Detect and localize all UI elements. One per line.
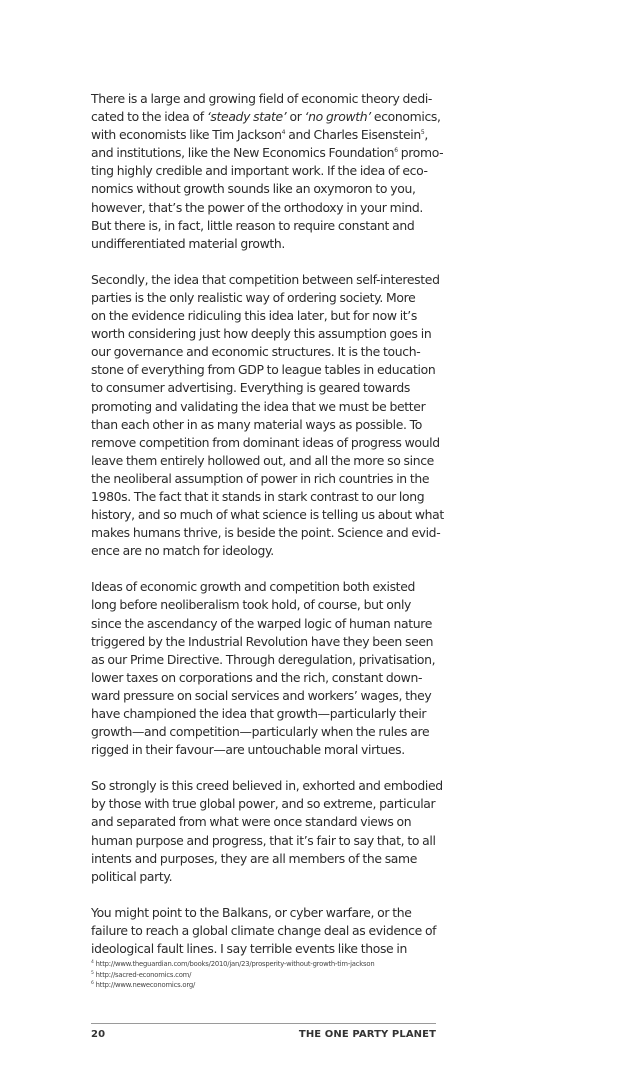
- text-segment: stone of everything from GDP to league tables in education: [91, 362, 436, 378]
- text-line: [91, 126, 436, 144]
- text-segment: Ideas of economic growth and competition both existed: [91, 579, 415, 595]
- text-line: [91, 940, 436, 958]
- footnote-mark: 6: [91, 981, 94, 987]
- text-segment: long before neoliberalism took hold, of course, but only: [91, 597, 412, 613]
- text-line: [91, 832, 436, 850]
- text-segment: however, that’s the power of the orthodoxy in your mind.: [91, 199, 424, 215]
- text-segment: triggered by the Industrial Revolution have they been seen: [91, 633, 434, 649]
- text-segment: nomics without growth sounds like an oxymoron to you,: [91, 181, 416, 197]
- paragraph: [91, 578, 436, 759]
- text-line: [91, 669, 436, 687]
- text-segment: human purpose and progress, that it’s fair to say that, to all: [91, 832, 436, 848]
- text-segment: growth—and competition—particularly when the rules are: [91, 724, 430, 740]
- text-line: [91, 741, 436, 759]
- text-segment: But there is, in fact, little reason to require constant and: [91, 217, 415, 233]
- footnote-reference: 5: [420, 129, 425, 137]
- text-segment: undifferentiated material growth.: [91, 235, 285, 251]
- text-segment: as our Prime Directive. Through deregulation, privatisation,: [91, 651, 436, 667]
- page-number: 20: [91, 1029, 106, 1040]
- text-segment: So strongly is this creed believed in, exhorted and embodied: [91, 778, 443, 794]
- text-line: [91, 506, 444, 524]
- footnote-url: http://www.theguardian.com/books/2010/jan/23/prosperity-without-growth-tim-jackson: [93, 960, 375, 968]
- text-segment: lower taxes on corporations and the rich, constant down-: [91, 669, 423, 685]
- text-segment: You might point to the Balkans, or cyber warfare, or the: [91, 904, 412, 920]
- text-segment: ting highly credible and important work. If the idea of eco-: [91, 163, 428, 179]
- text-line: [91, 162, 436, 180]
- text-segment: 1980s. The fact that it stands in stark contrast to our long: [91, 488, 425, 504]
- text-line: [91, 289, 436, 307]
- text-line: [91, 578, 436, 596]
- footnotes: [91, 959, 436, 991]
- text-line: [91, 90, 436, 108]
- text-segment: ence are no match for ideology.: [91, 543, 274, 559]
- text-segment: cated to the idea of: [91, 109, 207, 125]
- text-line: [91, 325, 436, 343]
- text-segment: than each other in as many material ways as possible. To: [91, 416, 423, 432]
- text-segment: and institutions, like the New Economics Foundation: [91, 145, 395, 161]
- footnote: [91, 959, 436, 970]
- emphasized-text: ‘no growth’: [304, 109, 371, 125]
- text-line: [91, 434, 440, 452]
- text-line: [91, 777, 443, 795]
- text-segment: and separated from what were once standard views on: [91, 814, 412, 830]
- text-line: [91, 904, 436, 922]
- emphasized-text: ‘steady state’: [206, 109, 287, 125]
- text-line: [91, 524, 441, 542]
- text-line: [91, 542, 436, 560]
- footnote-url: http://www.neweconomics.org/: [93, 981, 196, 990]
- text-segment: to consumer advertising. Everything is geared towards: [91, 380, 410, 396]
- text-line: [91, 488, 436, 506]
- text-line: [91, 723, 436, 741]
- text-line: [91, 850, 436, 868]
- text-segment: or: [286, 109, 305, 125]
- text-line: [91, 813, 436, 831]
- text-line: [91, 470, 436, 488]
- text-line: [91, 416, 436, 434]
- text-segment: ,: [424, 127, 428, 143]
- text-segment: promoting and validating the idea that we must be better: [91, 398, 426, 414]
- text-segment: rigged in their favour—are untouchable moral virtues.: [91, 742, 405, 758]
- text-segment: Secondly, the idea that competition between self-interested: [91, 271, 440, 287]
- text-segment: There is a large and growing field of economic theory dedi-: [91, 91, 433, 106]
- text-segment: and Charles Eisenstein: [285, 127, 421, 143]
- footnote-url: http://sacred-economics.com/: [93, 970, 192, 979]
- footnote: [91, 980, 436, 991]
- text-line: [91, 705, 436, 723]
- text-line: [91, 361, 436, 379]
- footnote-reference: 4: [281, 129, 286, 137]
- paragraph: [91, 904, 436, 958]
- text-segment: failure to reach a global climate change deal as evidence of: [91, 922, 437, 938]
- footnote-mark: 4: [91, 960, 94, 965]
- text-line: [91, 144, 444, 162]
- text-segment: on the evidence ridiculing this idea later, but for now it’s: [91, 308, 418, 324]
- paragraph: [91, 271, 444, 561]
- text-segment: ideological fault lines. I say terrible events like those in: [91, 941, 408, 957]
- text-segment: political party.: [91, 868, 173, 884]
- text-line: [91, 108, 441, 126]
- text-line: [91, 199, 436, 217]
- text-line: [91, 868, 436, 886]
- text-segment: the neoliberal assumption of power in rich countries in the: [91, 470, 430, 486]
- text-line: [91, 379, 436, 397]
- text-segment: have championed the idea that growth—particularly their: [91, 706, 427, 721]
- text-line: [91, 795, 436, 813]
- text-segment: makes humans thrive, is beside the point. Science and evid-: [91, 525, 441, 541]
- text-segment: remove competition from dominant ideas of progress would: [91, 434, 440, 450]
- running-title: THE ONE PARTY PLANET: [298, 1029, 436, 1040]
- text-line: [91, 687, 436, 705]
- text-segment: leave them entirely hollowed out, and all the more so since: [91, 452, 434, 468]
- text-segment: promo-: [397, 145, 444, 161]
- text-line: [91, 615, 436, 633]
- text-line: [91, 651, 436, 669]
- text-line: [91, 596, 436, 614]
- text-line: [91, 343, 436, 361]
- text-line: [91, 398, 436, 416]
- footnote-mark: 5: [91, 970, 94, 976]
- text-line: [91, 452, 436, 470]
- footnote: [91, 970, 436, 981]
- footnote-reference: 6: [394, 147, 398, 155]
- text-segment: history, and so much of what science is telling us about what: [91, 507, 444, 523]
- text-line: [91, 235, 436, 253]
- text-line: [91, 271, 440, 289]
- paragraph: [91, 90, 444, 253]
- text-segment: since the ascendancy of the warped logic of human nature: [91, 615, 433, 631]
- body-text: [91, 90, 444, 976]
- text-line: [91, 217, 436, 235]
- text-segment: with economists like Tim Jackson: [91, 127, 282, 143]
- paragraph: [91, 777, 443, 886]
- text-segment: intents and purposes, they are all members of the same: [91, 850, 418, 866]
- text-line: [91, 307, 436, 325]
- footer-divider: [91, 1023, 436, 1024]
- text-segment: parties is the only realistic way of ordering society. More: [91, 289, 416, 305]
- text-line: [91, 922, 436, 940]
- text-segment: economics,: [370, 109, 441, 125]
- text-line: [91, 633, 436, 651]
- text-segment: ward pressure on social services and workers’ wages, they: [91, 687, 432, 703]
- text-segment: worth considering just how deeply this assumption goes in: [91, 326, 432, 342]
- text-segment: by those with true global power, and so extreme, particular: [91, 796, 436, 812]
- text-segment: our governance and economic structures. It is the touch-: [91, 344, 421, 360]
- text-line: [91, 180, 436, 198]
